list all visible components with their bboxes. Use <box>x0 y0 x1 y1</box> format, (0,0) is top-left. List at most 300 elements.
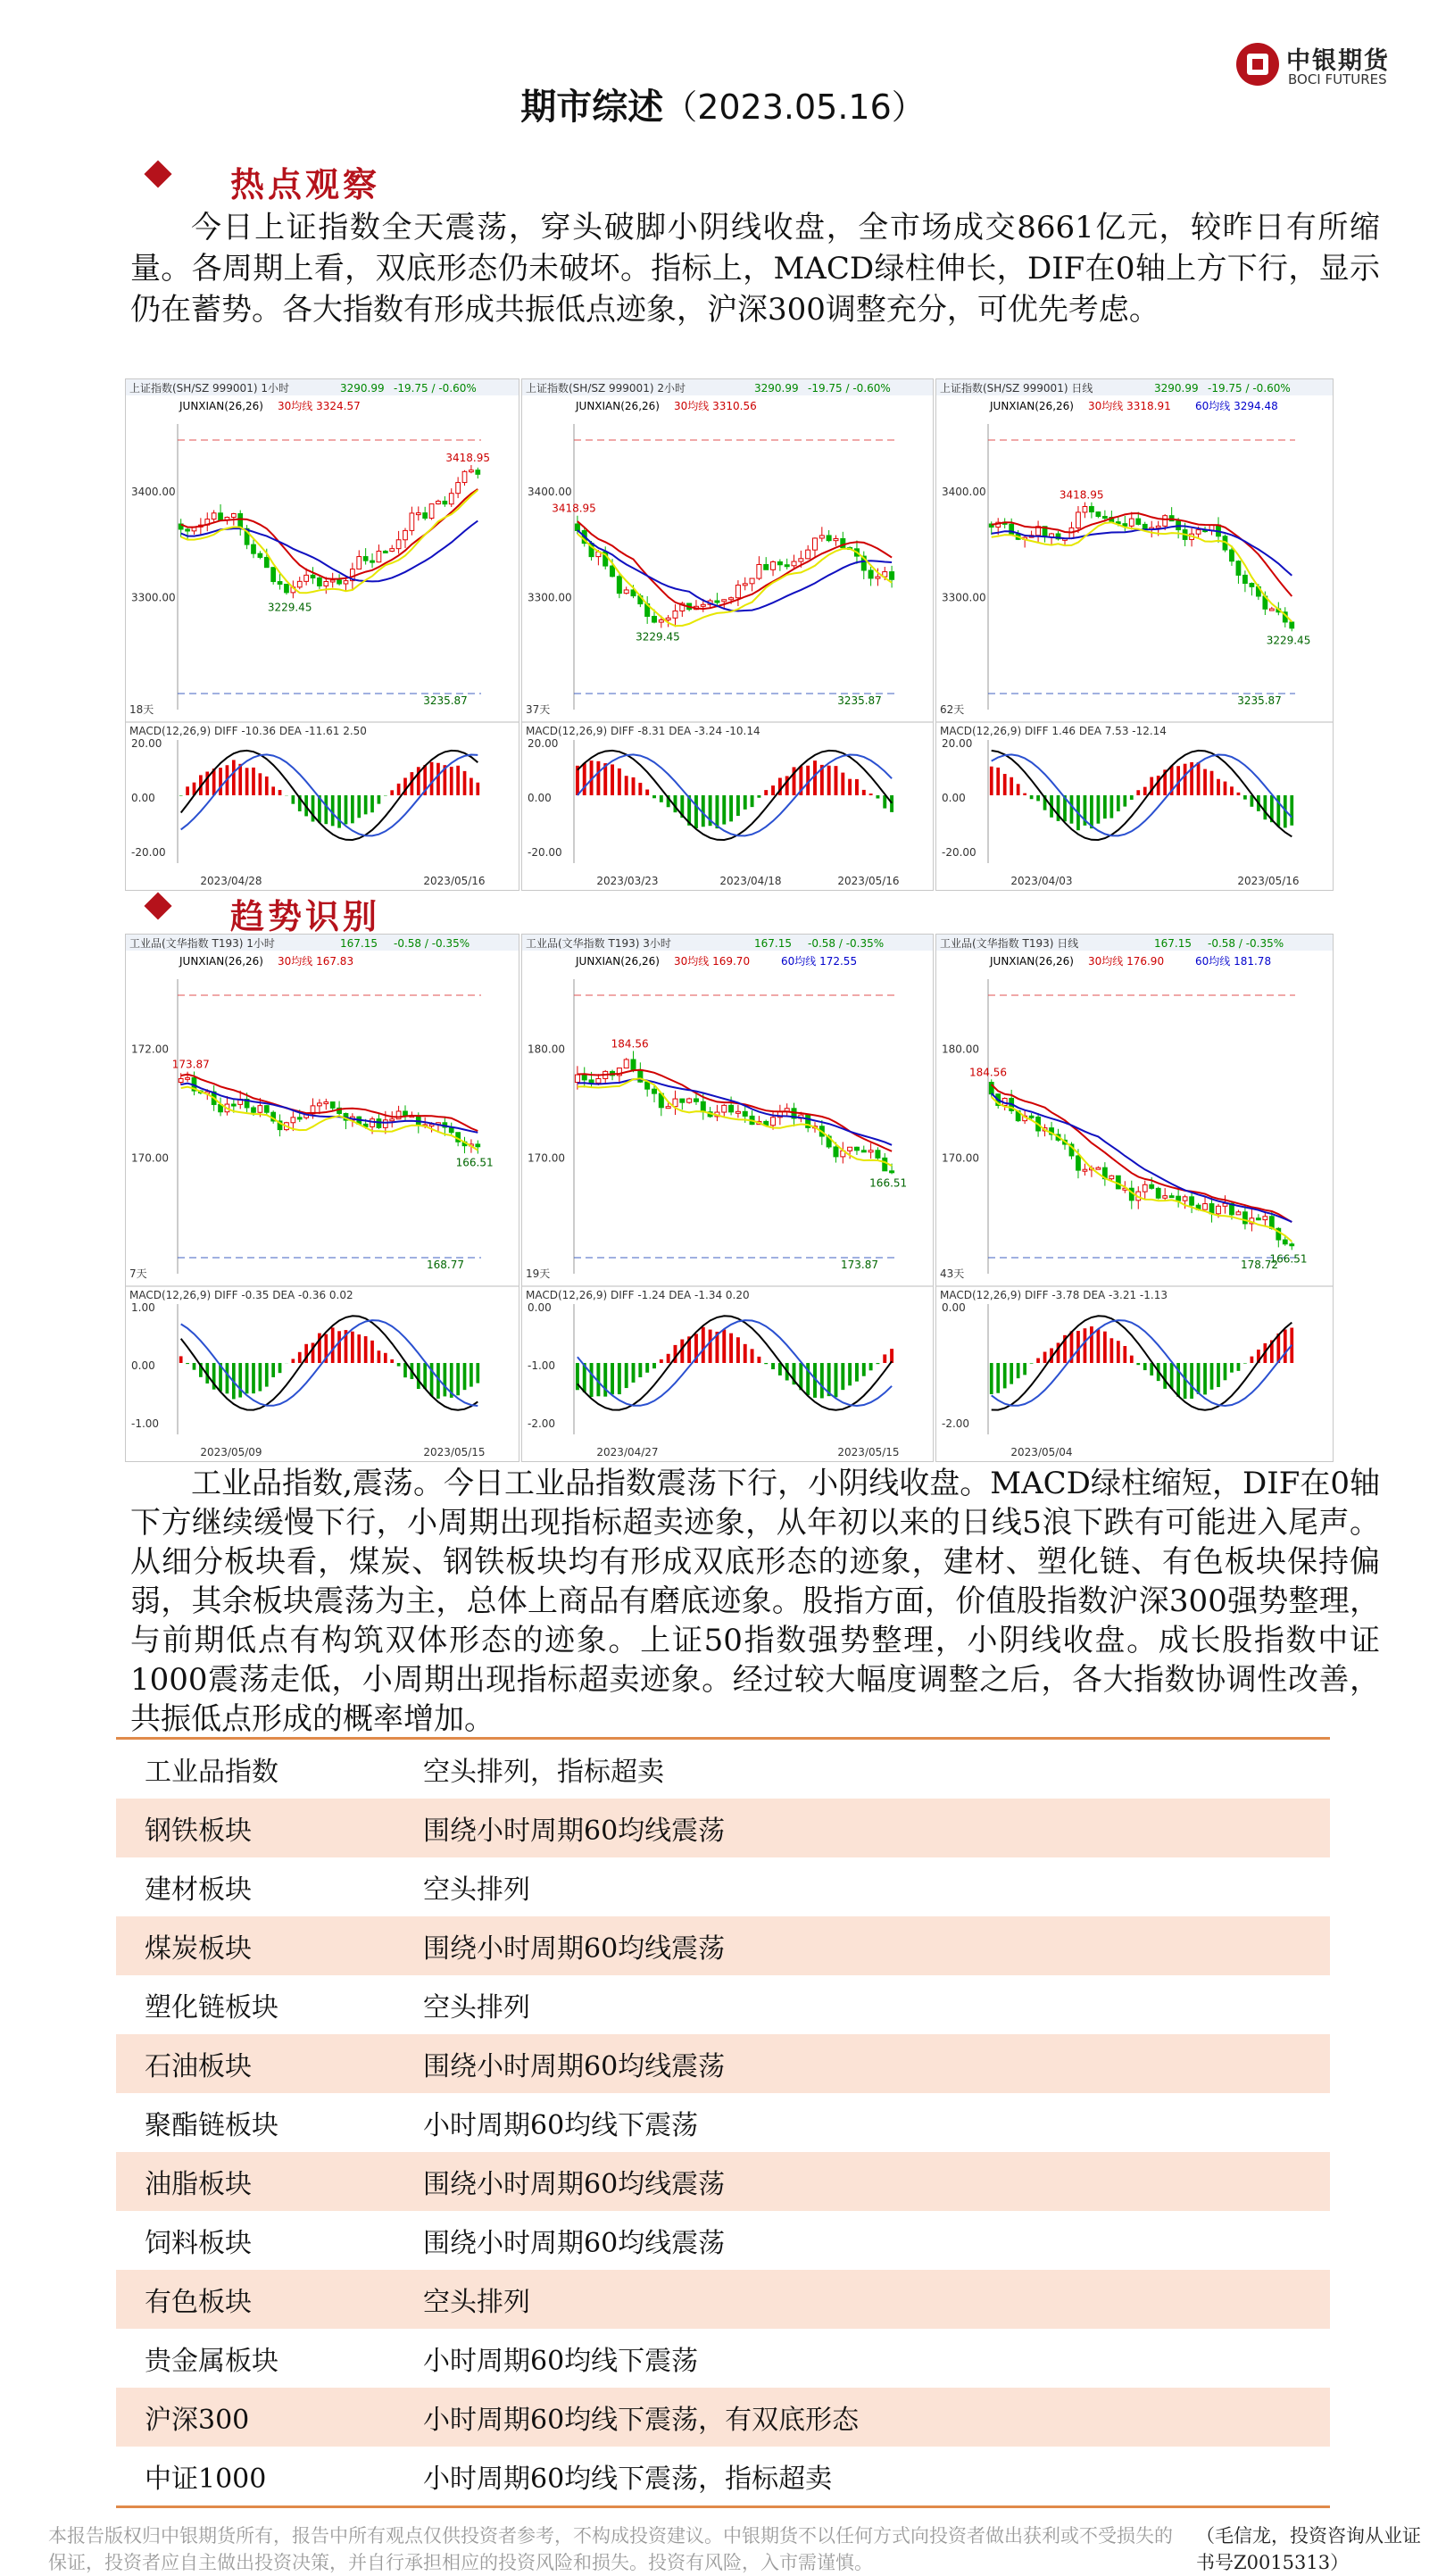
candle-body <box>1156 526 1160 528</box>
chart-symbol-label: 上证指数(SH/SZ 999001) 2小时 <box>526 382 686 395</box>
low-price-label: 166.51 <box>1269 1252 1308 1266</box>
candle-body <box>390 549 395 552</box>
table-row <box>116 1916 1330 1975</box>
period-days-label: 62天 <box>940 703 965 716</box>
sector-name: 工业品指数 <box>145 1757 278 1788</box>
low-price-label: 3229.45 <box>1266 634 1311 647</box>
kline-chart-svg <box>522 935 933 1461</box>
recent-low-label: 3235.87 <box>837 694 882 707</box>
candle-body <box>297 581 302 586</box>
candle-body <box>363 557 368 561</box>
kline-chart <box>521 378 934 891</box>
chart-change-label: -19.75 / -0.60% <box>808 382 891 395</box>
candle-body <box>876 1151 880 1159</box>
sector-summary-table <box>116 1737 1330 2508</box>
candle-body <box>476 470 480 475</box>
candle-body <box>715 601 719 602</box>
chart-ma60-legend: 60均线 3294.48 <box>1195 400 1278 412</box>
candle-body <box>1096 512 1101 517</box>
candle-body <box>416 513 420 515</box>
candle-body <box>729 598 734 600</box>
candle-body <box>1290 1244 1294 1246</box>
table-row <box>116 1857 1330 1916</box>
y-tick-label: 170.00 <box>942 1151 979 1165</box>
macd-legend: MACD(12,26,9) DIFF -8.31 DEA -3.24 -10.14 <box>526 725 760 737</box>
candle-body <box>575 1075 579 1082</box>
logo-name-en: BOCI FUTURES <box>1288 71 1387 87</box>
title-text: 期市综述 <box>520 86 664 128</box>
candle-body <box>337 580 342 584</box>
ma30-line <box>181 1075 478 1131</box>
sector-name: 塑化链板块 <box>145 1992 278 2023</box>
candle-body <box>659 620 663 622</box>
sector-name: 聚酯链板块 <box>145 2110 278 2141</box>
section-trend-heading <box>152 889 380 938</box>
sector-status: 小时周期60均线下震荡，指标超卖 <box>423 2464 833 2495</box>
date-axis-label: 2023/03/23 <box>596 875 659 887</box>
candle-body <box>252 1108 256 1112</box>
candle-body <box>271 568 276 582</box>
sector-status: 小时周期60均线下震荡 <box>423 2110 699 2141</box>
dea-line <box>578 754 892 835</box>
high-price-label: 173.87 <box>171 1058 210 1071</box>
candle-body <box>370 1119 375 1127</box>
candle-body <box>231 513 236 517</box>
recent-low-label: 3235.87 <box>1237 694 1282 707</box>
candle-body <box>1096 1168 1101 1169</box>
candle-body <box>252 544 256 553</box>
macd-tick-label: 0.00 <box>131 1359 155 1372</box>
kline-chart-svg <box>126 379 519 890</box>
candle-body <box>611 566 615 577</box>
chart-change-label: -19.75 / -0.60% <box>1208 382 1291 395</box>
chart-price-label: 167.15 <box>340 937 378 950</box>
macd-tick-label: -2.00 <box>528 1417 556 1430</box>
sector-status: 小时周期60均线下震荡，有双底形态 <box>395 2388 1330 2447</box>
sector-status: 围绕小时周期60均线震荡 <box>395 2034 1330 2093</box>
chart-ma60-legend: 60均线 172.55 <box>781 955 858 968</box>
macd-legend: MACD(12,26,9) DIFF -0.35 DEA -0.36 0.02 <box>129 1289 353 1301</box>
candle-body <box>777 561 782 564</box>
chart-price-label: 167.15 <box>1154 937 1192 950</box>
candle-body <box>1029 1116 1034 1118</box>
dea-line <box>992 1320 1292 1406</box>
candle-body <box>429 504 434 519</box>
dea-line <box>578 1320 892 1406</box>
sector-status: 空头排列 <box>423 1874 530 1906</box>
candle-body <box>834 538 838 540</box>
candle-body <box>743 584 747 586</box>
candle-body <box>868 570 873 578</box>
candle-body <box>1083 506 1087 511</box>
candle-body <box>883 1158 887 1170</box>
candle-body <box>589 1080 594 1083</box>
footer-disclaimer: 本报告版权归中银期货所有，报告中所有观点仅供投资者参考，不构成投资建议。中银期货不以任何方式向投资者做出获利或不受损失的保证，投资者应自主做出投资决策，并自行承担相应的投资风险和损失。投资有风险，入市需谨慎。 <box>48 2525 1173 2573</box>
junxian-line <box>992 522 1292 621</box>
chart-symbol-label: 上证指数(SH/SZ 999001) 日线 <box>940 382 1093 395</box>
y-tick-label: 3300.00 <box>131 591 176 604</box>
date-axis-label: 2023/05/09 <box>200 1446 262 1458</box>
high-price-label: 184.56 <box>969 1066 1007 1079</box>
candle-body <box>890 572 894 580</box>
sector-status: 空头排列 <box>423 1992 530 2023</box>
ma60-line <box>578 1079 892 1145</box>
candle-body <box>1263 1217 1267 1220</box>
candle-body <box>456 483 461 494</box>
table-row <box>116 2034 1330 2093</box>
sector-status: 围绕小时周期60均线震荡 <box>395 2152 1330 2211</box>
date-axis-label: 2023/05/15 <box>423 1446 486 1458</box>
candle-body <box>673 1099 677 1107</box>
date-axis-label: 2023/05/16 <box>423 875 486 887</box>
candle-body <box>1076 512 1081 528</box>
macd-tick-label: 1.00 <box>131 1301 155 1314</box>
candle-body <box>476 1144 480 1147</box>
candle-body <box>617 577 621 594</box>
sector-status: 空头排列，指标超卖 <box>423 1757 664 1788</box>
chart-ma30-legend: 30均线 176.90 <box>1088 955 1165 968</box>
period-days-label: 7天 <box>129 1267 147 1280</box>
candle-body <box>666 1107 670 1109</box>
kline-chart <box>125 934 519 1462</box>
candle-body <box>827 536 831 541</box>
diamond-bullet-icon <box>144 892 171 919</box>
candle-body <box>834 1147 838 1157</box>
diamond-bullet-icon <box>144 160 171 187</box>
candle-body <box>1256 1218 1260 1220</box>
kline-chart <box>935 934 1334 1462</box>
chart-ma-legend: JUNXIAN(26,26) <box>576 400 660 412</box>
candle-body <box>701 1101 705 1111</box>
candle-body <box>383 1120 387 1128</box>
date-axis-label: 2023/05/16 <box>837 875 900 887</box>
candle-body <box>324 581 328 586</box>
candle-body <box>1176 1196 1181 1201</box>
candle-body <box>1163 1196 1168 1199</box>
date-axis-label: 2023/05/16 <box>1237 875 1300 887</box>
table-row <box>116 2270 1330 2329</box>
table-row <box>116 1799 1330 1857</box>
candle-body <box>377 1119 381 1128</box>
candle-body <box>423 513 428 519</box>
candle-body <box>666 618 670 619</box>
candle-body <box>624 590 628 594</box>
sector-name: 油脂板块 <box>116 2152 395 2211</box>
candle-body <box>1102 517 1107 519</box>
chart-symbol-label: 工业品(文华指数 T193) 3小时 <box>526 937 671 950</box>
diff-line <box>992 751 1292 840</box>
sector-status: 围绕小时周期60均线震荡 <box>423 2228 726 2259</box>
macd-legend: MACD(12,26,9) DIFF -10.36 DEA -11.61 2.50 <box>129 725 367 737</box>
candle-body <box>582 1075 586 1080</box>
candle-body <box>1183 1197 1187 1201</box>
date-axis-label: 2023/04/18 <box>719 875 782 887</box>
table-row <box>116 1739 1330 1799</box>
y-tick-label: 3400.00 <box>131 486 176 498</box>
logo-name-cn: 中银期货 <box>1286 47 1390 75</box>
candle-body <box>436 501 441 503</box>
y-tick-label: 180.00 <box>528 1043 565 1056</box>
y-tick-label: 180.00 <box>942 1043 979 1056</box>
table-row <box>116 2447 1330 2507</box>
candle-body <box>357 557 362 569</box>
kline-chart <box>125 378 519 891</box>
candle-body <box>297 1118 302 1119</box>
candle-body <box>729 1105 734 1111</box>
candle-body <box>868 1151 873 1152</box>
candle-body <box>403 1111 408 1116</box>
candle-body <box>1109 1176 1114 1178</box>
candle-body <box>1083 1169 1087 1171</box>
candle-body <box>443 501 447 503</box>
ma30-line <box>992 513 1292 596</box>
chart-ma30-legend: 30均线 169.70 <box>674 955 751 968</box>
candle-body <box>1123 524 1127 527</box>
candle-body <box>231 1104 236 1106</box>
table-row <box>116 2093 1330 2152</box>
date-axis-label: 2023/04/28 <box>200 875 262 887</box>
candle-body <box>324 1102 328 1104</box>
candle-body <box>186 1077 190 1079</box>
diff-line <box>578 1316 892 1410</box>
low-price-label: 3229.45 <box>636 630 680 644</box>
candle-body <box>370 561 375 562</box>
candle-body <box>687 1099 692 1102</box>
sector-name: 钢铁板块 <box>116 1799 395 1857</box>
diff-line <box>578 751 892 840</box>
candle-body <box>258 1106 262 1113</box>
macd-tick-label: -20.00 <box>131 846 166 859</box>
candle-body <box>575 524 579 530</box>
date-axis-label: 2023/05/15 <box>837 1446 900 1458</box>
y-tick-label: 3300.00 <box>942 591 986 604</box>
macd-tick-label: -20.00 <box>528 846 562 859</box>
candle-body <box>989 1083 993 1094</box>
candle-body <box>799 559 803 561</box>
recent-low-label: 173.87 <box>841 1259 878 1271</box>
candle-body <box>330 580 335 582</box>
y-tick-label: 3400.00 <box>942 486 986 498</box>
high-price-label: 184.56 <box>611 1037 649 1051</box>
candle-body <box>1190 1197 1194 1205</box>
candle-body <box>876 577 880 578</box>
kline-chart-svg <box>936 379 1333 890</box>
candle-body <box>1283 1240 1287 1244</box>
chart-price-label: 167.15 <box>754 937 792 950</box>
candle-body <box>819 536 824 538</box>
candle-body <box>652 1089 656 1093</box>
chart-ma-legend: JUNXIAN(26,26) <box>179 400 263 412</box>
chart-ma-legend: JUNXIAN(26,26) <box>990 955 1074 968</box>
ma30-line <box>992 1084 1292 1222</box>
period-days-label: 37天 <box>526 703 551 716</box>
ma30-line <box>578 521 892 609</box>
candle-body <box>1236 561 1241 576</box>
chart-ma30-legend: 30均线 3324.57 <box>278 400 361 412</box>
candle-body <box>291 1118 295 1123</box>
candle-body <box>318 1103 322 1106</box>
candle-body <box>462 471 467 482</box>
candle-body <box>750 578 754 584</box>
candle-body <box>764 564 769 569</box>
chart-change-label: -0.58 / -0.35% <box>1208 937 1284 950</box>
sector-name: 饲料板块 <box>145 2228 252 2259</box>
table-row <box>116 2152 1330 2211</box>
candle-body <box>1143 1184 1147 1192</box>
chart-symbol-label: 工业品(文华指数 T193) 日线 <box>940 937 1079 950</box>
candle-body <box>304 575 309 581</box>
candle-body <box>383 551 387 553</box>
recent-low-label: 168.77 <box>427 1259 464 1271</box>
high-price-label: 3418.95 <box>552 502 596 515</box>
macd-tick-label: 0.00 <box>942 792 966 804</box>
candle-body <box>771 1118 776 1126</box>
candle-body <box>848 1147 852 1151</box>
chart-symbol-label: 上证指数(SH/SZ 999001) 1小时 <box>129 382 289 395</box>
date-axis-label: 2023/04/03 <box>1010 875 1073 887</box>
macd-tick-label: 0.00 <box>131 792 155 804</box>
chart-ma-legend: JUNXIAN(26,26) <box>576 955 660 968</box>
candle-body <box>390 1119 395 1121</box>
candle-body <box>1269 609 1274 611</box>
candle-body <box>1217 1206 1221 1213</box>
low-price-label: 3229.45 <box>267 601 312 614</box>
candle-body <box>1250 584 1254 587</box>
table-row <box>116 2388 1330 2447</box>
macd-legend: MACD(12,26,9) DIFF -3.78 DEA -3.21 -1.13 <box>940 1289 1168 1301</box>
candle-body <box>735 1111 740 1113</box>
candle-body <box>757 564 761 578</box>
candle-body <box>645 1082 650 1089</box>
candle-body <box>806 550 810 559</box>
candle-body <box>1230 550 1234 561</box>
candle-body <box>410 513 414 530</box>
ma60-line <box>181 521 478 582</box>
sector-name: 中证1000 <box>145 2464 267 2495</box>
candle-body <box>694 1099 698 1101</box>
footer-author: （毛信龙，投资咨询从业证书号Z0015313） <box>1196 2525 1421 2573</box>
chart-price-label: 3290.99 <box>1154 382 1199 395</box>
candle-body <box>318 578 322 586</box>
sector-name: 沪深300 <box>116 2388 395 2447</box>
kline-chart <box>935 378 1334 891</box>
low-price-label: 166.51 <box>455 1156 494 1169</box>
sector-name: 石油板块 <box>116 2034 395 2093</box>
candle-body <box>1243 575 1248 583</box>
period-days-label: 19天 <box>526 1267 551 1280</box>
candle-body <box>743 1111 747 1116</box>
candle-body <box>377 551 381 561</box>
chart-ma60-legend: 60均线 181.78 <box>1195 955 1272 968</box>
candle-body <box>596 1078 601 1083</box>
candle-body <box>403 530 408 539</box>
candle-body <box>1290 622 1294 628</box>
candle-body <box>1156 1188 1160 1198</box>
chart-ma-legend: JUNXIAN(26,26) <box>990 400 1074 412</box>
ma30-line <box>181 489 478 579</box>
macd-tick-label: 0.00 <box>528 1301 552 1314</box>
chart-price-label: 3290.99 <box>754 382 799 395</box>
chart-ma30-legend: 30均线 3318.91 <box>1088 400 1171 412</box>
period-days-label: 43天 <box>940 1267 965 1280</box>
candle-body <box>624 1059 628 1068</box>
kline-chart-svg <box>126 935 519 1461</box>
table-row <box>116 2211 1330 2270</box>
sector-status: 围绕小时周期60均线震荡 <box>395 1799 1330 1857</box>
candle-body <box>1136 519 1141 524</box>
macd-legend: MACD(12,26,9) DIFF 1.46 DEA 7.53 -12.14 <box>940 725 1167 737</box>
candle-body <box>812 538 817 550</box>
date-axis-label: 2023/05/04 <box>1010 1446 1073 1458</box>
low-price-label: 166.51 <box>869 1176 908 1190</box>
candle-body <box>1143 524 1147 528</box>
candle-body <box>673 611 677 619</box>
candle-body <box>735 586 740 598</box>
candle-body <box>861 1151 866 1152</box>
candle-body <box>258 553 262 557</box>
y-tick-label: 3400.00 <box>528 486 572 498</box>
candle-body <box>722 600 727 602</box>
macd-tick-label: 20.00 <box>942 737 973 750</box>
y-tick-label: 172.00 <box>131 1043 169 1056</box>
sector-status: 围绕小时周期60均线震荡 <box>395 1916 1330 1975</box>
candle-body <box>652 617 656 623</box>
candle-body <box>1169 1196 1174 1198</box>
candle-body <box>771 561 776 569</box>
title-date: （2023.05.16） <box>663 87 926 127</box>
date-axis-label: 2023/04/27 <box>596 1446 659 1458</box>
macd-tick-label: 0.00 <box>528 792 552 804</box>
candle-body <box>278 582 282 585</box>
macd-tick-label: -2.00 <box>942 1417 970 1430</box>
chart-change-label: -19.75 / -0.60% <box>394 382 477 395</box>
candle-body <box>179 1078 183 1082</box>
candle-body <box>722 1105 727 1112</box>
section-hot-heading <box>152 157 380 206</box>
ma60-line <box>992 1093 1292 1222</box>
candle-body <box>785 565 789 567</box>
kline-chart-svg <box>522 379 933 890</box>
candle-body <box>311 575 315 578</box>
high-price-label: 3418.95 <box>1059 488 1104 502</box>
macd-tick-label: 0.00 <box>942 1301 966 1314</box>
y-tick-label: 170.00 <box>131 1151 169 1165</box>
candle-body <box>449 494 453 504</box>
candle-body <box>631 1059 636 1069</box>
sector-name: 煤炭板块 <box>116 1916 395 1975</box>
table-row <box>116 2329 1330 2388</box>
high-price-label: 3418.95 <box>445 452 491 465</box>
y-tick-label: 170.00 <box>528 1151 565 1165</box>
macd-tick-label: -1.00 <box>131 1417 160 1430</box>
chart-symbol-label: 工业品(文华指数 T193) 1小时 <box>129 937 275 950</box>
candle-body <box>1129 519 1134 526</box>
candle-body <box>470 470 474 472</box>
chart-ma30-legend: 30均线 167.83 <box>278 955 354 968</box>
candle-body <box>212 513 216 519</box>
chart-ma-legend: JUNXIAN(26,26) <box>179 955 263 968</box>
recent-low-label: 178.72 <box>1241 1259 1278 1271</box>
candle-body <box>1203 1204 1208 1210</box>
candle-body <box>264 1106 269 1113</box>
table-row <box>116 1975 1330 2034</box>
sector-status: 空头排列 <box>395 2270 1330 2329</box>
kline-chart <box>521 934 934 1462</box>
trend-paragraph: 工业品指数,震荡。今日工业品指数震荡下行，小阴线收盘。MACD绿柱缩短，DIF在0轴下方继续缓慢下行，小周期出现指标超卖迹象，从年初以来的日线5浪下跌有可能进入尾声。从细分板块看，煤炭、钢铁板块均有形成双底形态的迹象，建材、塑化链、有色板块保持偏弱，其余板块震荡为主，总体上商品有磨底迹象。股指方面，价值股指数沪深300强势整理，与前期低点有构筑双体形态的迹象。上证50指数强势整理，小阴线收盘。成长股指数中证1000震荡走低，小周期出现指标超卖迹象。经过较大幅度调整之后，各大指数协调性改善，共振低点形成的概率增加。 <box>130 1466 1380 1737</box>
candle-body <box>701 604 705 606</box>
candle-body <box>1090 506 1094 511</box>
sector-status: 小时周期60均线下震荡 <box>423 2346 699 2377</box>
